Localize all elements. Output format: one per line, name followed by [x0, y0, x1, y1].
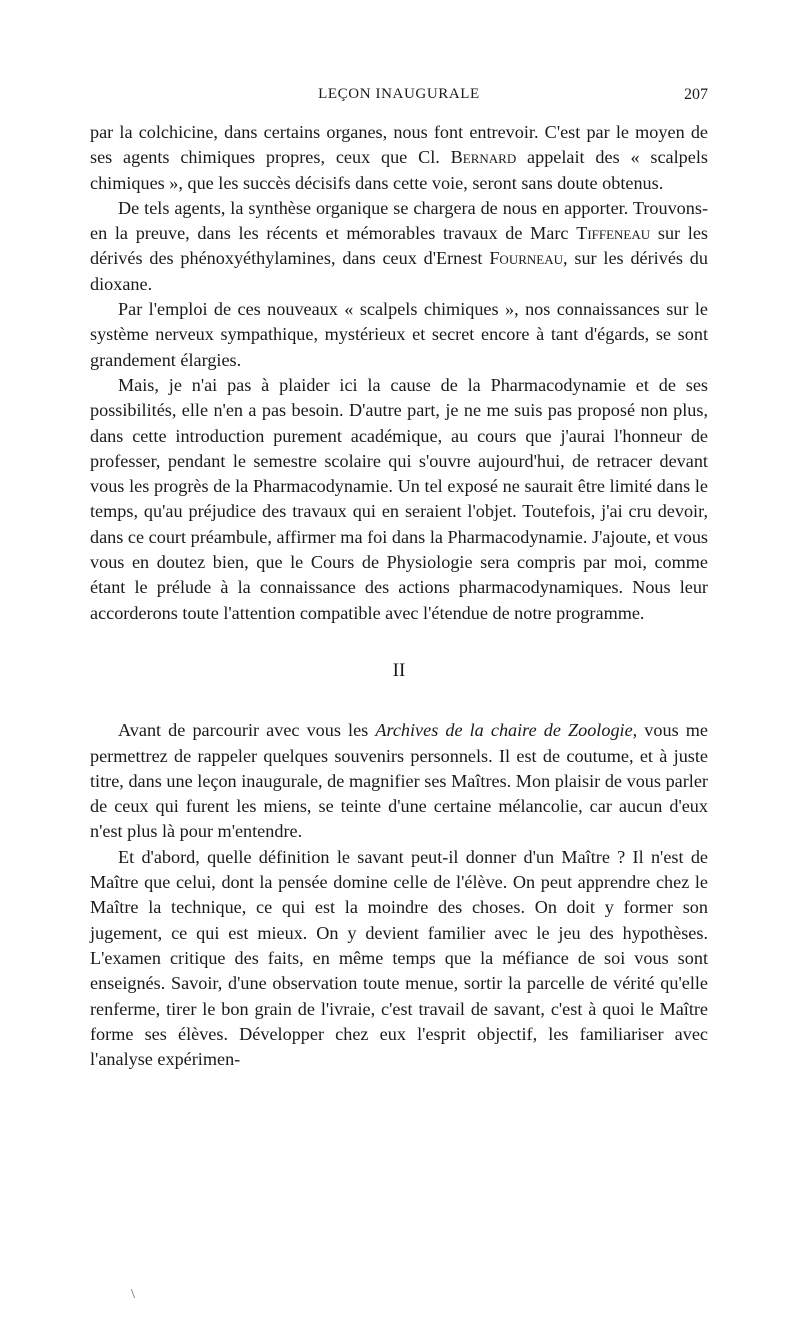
- page-number: 207: [684, 86, 708, 103]
- paragraph: [90, 120, 708, 196]
- paragraph: [90, 718, 708, 844]
- paragraphs-before-section: [90, 120, 708, 626]
- running-title: LEÇON INAUGURALE: [318, 86, 480, 102]
- text-run: Par l'emploi de ces nouveaux « scalpels chimiques », nos connaissances sur le système nerveux sympathique, mystérieux et secret encore à tant d'égards, se sont grandement élargies.: [90, 299, 708, 370]
- section-numeral: II: [392, 659, 406, 681]
- paragraphs-after-section: [90, 718, 708, 1072]
- text-run: par la colchicine, dans certains organes, nous font entrevoir. C'est par le moyen de ses agents chimiques propres, ceux que Cl.: [90, 122, 708, 168]
- text-body: [90, 120, 708, 1072]
- paragraph: [90, 845, 708, 1073]
- paragraph: [90, 196, 708, 297]
- text-run: , sur les dérivés du dioxane.: [90, 248, 708, 294]
- text-run: Et d'abord, quelle définition le savant peut-il donner d'un Maître ? Il n'est de Maître que celui, dont la pensée domine celle de l'élève. On peut apprendre chez le Maître la technique, ce qui est la moindre des choses. On doit y former son jugement, ce qui est mieux. On y devient familier avec le jeu des hypothèses. L'examen critique des faits, en même temps que la méfiance de soi vous sont enseignés. Savoir, d'une observation toute menue, sortir la parcelle de vérité qu'elle renferme, tirer le bon grain de l'ivraie, c'est travail de savant, c'est à quoi le Maître forme ses élèves. Développer chez eux l'esprit objectif, les familiariser avec l'analyse expérimen-: [90, 846, 708, 1070]
- paragraph: [90, 297, 708, 373]
- text-run: sur les dérivés des phénoxyéthylamines, dans ceux d'Ernest: [90, 223, 708, 269]
- italic-title: Archives de la chaire de Zoologie: [375, 720, 633, 741]
- text-run: Avant de parcourir avec vous les: [118, 720, 376, 741]
- stray-mark: \: [131, 1287, 135, 1302]
- author-name: Fourneau: [489, 248, 563, 269]
- text-run: appelait des « scalpels chimiques », que les succès décisifs dans cette voie, seront sans doute obtenus.: [90, 147, 708, 193]
- page-header: [90, 86, 708, 110]
- author-name: Tiffeneau: [576, 223, 651, 244]
- text-run: De tels agents, la synthèse organique se chargera de nous en apporter. Trouvons-en la preuve, dans les récents et mémorables travaux de Marc: [90, 197, 708, 244]
- paragraph: [90, 373, 708, 626]
- text-run: Mais, je n'ai pas à plaider ici la cause de la Pharmacodynamie et de ses possibilités, elle n'en a pas besoin. D'autre part, je ne me suis pas proposé non plus, dans cette introduction purement académique, au cours que j'aurai l'honneur de professer, pendant le semestre scolaire qui s'ouvre aujourd'hui, de retracer devant vous les progrès de la Pharmacodynamie. Un tel exposé ne saurait être limité dans le temps, qu'au préjudice des travaux qui en seraient l'objet. Toutefois, j'ai cru devoir, dans ce court préambule, affirmer ma foi dans la Pharmacodynamie. J'ajoute, et vous vous en doutez bien, que le Cours de Physiologie sera compris par moi, comme étant le prélude à la connaissance des actions pharmacodynamiques. Nous leur accorderons toute l'attention compatible avec l'étendue de notre programme.: [90, 374, 708, 623]
- text-run: , vous me permettrez de rappeler quelques souvenirs personnels. Il est de coutume, et à juste titre, dans une leçon inaugurale, de magnifier ses Maîtres. Mon plaisir de vous parler de ceux qui furent les miens, se teinte d'une certaine mélancolie, car aucun d'eux n'est plus là pour m'entendre.: [90, 720, 708, 842]
- author-name: Bernard: [450, 147, 517, 168]
